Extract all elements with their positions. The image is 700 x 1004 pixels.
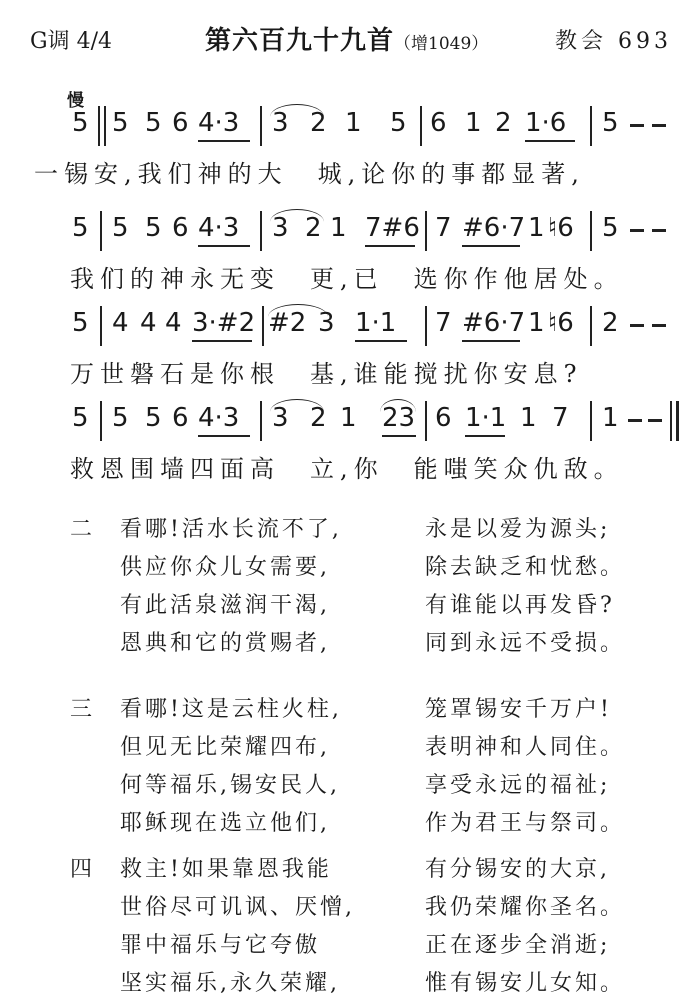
lyrics-line: 一锡安,我们神的大 城,论你的事都显著, — [34, 160, 585, 188]
barline — [590, 106, 592, 146]
barline — [590, 211, 592, 251]
notation-line — [0, 300, 700, 354]
note: 5 — [72, 308, 89, 338]
note: 6 — [430, 108, 447, 138]
note: 1 — [520, 403, 537, 433]
verse-line-left: 世俗尽可讥讽、厌憎, — [120, 895, 355, 920]
score-system-4 — [0, 395, 700, 489]
note: 5 — [145, 108, 162, 138]
note: 7 — [435, 213, 452, 243]
note: 5 — [72, 213, 89, 243]
note: 2 — [602, 308, 619, 338]
barline — [98, 106, 100, 146]
underline — [525, 140, 575, 142]
note: 6 — [172, 213, 189, 243]
note: 3·#2 — [192, 308, 256, 338]
note: 4 — [112, 308, 129, 338]
dash — [652, 229, 666, 232]
verse-line-right: 同到永远不受损。 — [425, 631, 626, 656]
note: 5 — [602, 108, 619, 138]
verse-line-left: 看哪!活水长流不了, — [120, 517, 342, 542]
note: 5 — [112, 213, 129, 243]
note: 5 — [145, 213, 162, 243]
key-signature: G调 4/4 — [30, 29, 112, 54]
note: 2 — [310, 108, 327, 138]
verse-line-right: 除去缺乏和忧愁。 — [425, 555, 626, 580]
note: 5 — [112, 108, 129, 138]
note: #6·7 — [462, 308, 526, 338]
barline — [425, 211, 427, 251]
underline — [382, 435, 416, 437]
note: 7 — [552, 403, 569, 433]
verse-line-left: 耶稣现在选立他们, — [120, 811, 330, 836]
verse-line-right: 作为君王与祭司。 — [425, 811, 626, 836]
verse-number: 四 — [70, 857, 93, 882]
verse-line-right: 有分锡安的大京, — [425, 857, 610, 882]
notation-line — [0, 395, 700, 449]
note: 5 — [112, 403, 129, 433]
hymn-number: 第六百九十九首 — [205, 26, 395, 56]
final-barline — [676, 401, 679, 441]
note: 1 — [340, 403, 357, 433]
verse-line-left: 坚实福乐,永久荣耀, — [120, 971, 340, 996]
note: 1·1 — [355, 308, 397, 338]
verse-number: 三 — [70, 697, 93, 722]
verse-line-right: 永是以爱为源头; — [425, 517, 611, 542]
underline — [462, 245, 520, 247]
note: 6 — [172, 108, 189, 138]
verse-line-left: 救主!如果靠恩我能 — [120, 857, 332, 882]
note: 3 — [272, 213, 289, 243]
barline — [100, 211, 102, 251]
verse-line-right: 表明神和人同住。 — [425, 735, 626, 760]
dash — [648, 419, 662, 422]
note: 1 — [345, 108, 362, 138]
note: 4·3 — [198, 108, 240, 138]
lyrics-line: 救恩围墙四面高 立,你 能嗤笑众仇敌。 — [70, 455, 624, 483]
note: ♮6 — [548, 213, 574, 243]
barline — [590, 401, 592, 441]
note: 3 — [318, 308, 335, 338]
verse-line-right: 笼罩锡安千万户! — [425, 697, 612, 722]
barline — [100, 401, 102, 441]
note: 3 — [272, 403, 289, 433]
note: 1 — [465, 108, 482, 138]
underline — [198, 140, 250, 142]
note: 5 — [145, 403, 162, 433]
verse-line-left: 罪中福乐与它夸傲 — [120, 933, 321, 958]
dash — [652, 324, 666, 327]
verse-line-right: 享受永远的福祉; — [425, 773, 611, 798]
verse-line-left: 有此活泉滋润干渴, — [120, 593, 330, 618]
note: 7 — [435, 308, 452, 338]
lyrics-line: 万世磐石是你根 基,谁能搅扰你安息? — [70, 360, 583, 388]
barline — [260, 106, 262, 146]
verse-3 — [0, 692, 700, 844]
lyrics-line: 我们的神永无变 更,已 选你作他居处。 — [70, 265, 624, 293]
notation-line — [0, 205, 700, 259]
final-barline — [670, 401, 672, 441]
dash — [630, 124, 644, 127]
dash — [630, 229, 644, 232]
barline — [590, 306, 592, 346]
supplement-number: （增1049） — [394, 34, 489, 54]
verse-line-left: 恩典和它的赏赐者, — [120, 631, 330, 656]
note: 1 — [330, 213, 347, 243]
verse-line-right: 正在逐步全消逝; — [425, 933, 611, 958]
note: #6·7 — [462, 213, 526, 243]
note: 3 — [272, 108, 289, 138]
note: 5 — [72, 108, 89, 138]
underline — [465, 435, 505, 437]
verse-line-left: 但见无比荣耀四布, — [120, 735, 330, 760]
note: 5 — [72, 403, 89, 433]
verse-line-right: 惟有锡安儿女知。 — [425, 971, 626, 996]
barline — [420, 106, 422, 146]
underline — [198, 435, 250, 437]
underline — [198, 245, 250, 247]
verse-4 — [0, 852, 700, 1004]
underline — [355, 340, 407, 342]
dash — [628, 419, 642, 422]
note: 1 — [528, 308, 545, 338]
note: 1·1 — [465, 403, 507, 433]
verse-line-left: 何等福乐,锡安民人, — [120, 773, 340, 798]
note: 2 — [310, 403, 327, 433]
note: 5 — [602, 213, 619, 243]
underline — [462, 340, 520, 342]
barline — [260, 211, 262, 251]
note: #2 — [268, 308, 307, 338]
barline — [104, 106, 106, 146]
barline — [425, 401, 427, 441]
verse-number: 二 — [70, 517, 93, 542]
dash — [652, 124, 666, 127]
underline — [365, 245, 415, 247]
note: 4·3 — [198, 213, 240, 243]
note: 23 — [382, 403, 416, 433]
score-system-1 — [0, 100, 700, 194]
underline — [192, 340, 252, 342]
note: 6 — [172, 403, 189, 433]
verse-line-right: 我仍荣耀你圣名。 — [425, 895, 626, 920]
score-system-3 — [0, 300, 700, 394]
verse-2 — [0, 512, 700, 664]
hymn-title — [205, 20, 488, 57]
score-system-2 — [0, 205, 700, 299]
verse-line-left: 看哪!这是云柱火柱, — [120, 697, 342, 722]
source-reference: 教会 693 — [555, 29, 672, 54]
note: 4·3 — [198, 403, 240, 433]
note: 4 — [165, 308, 182, 338]
barline — [425, 306, 427, 346]
page-header — [0, 18, 700, 58]
note: 1 — [528, 213, 545, 243]
notation-line — [0, 100, 700, 154]
note: 6 — [435, 403, 452, 433]
barline — [262, 306, 264, 346]
verse-line-left: 供应你众儿女需要, — [120, 555, 330, 580]
verse-line-right: 有谁能以再发昏? — [425, 593, 615, 618]
dash — [630, 324, 644, 327]
note: 7#6 — [365, 213, 420, 243]
note: 5 — [390, 108, 407, 138]
note: 4 — [140, 308, 157, 338]
tempo-marking: 慢 — [67, 91, 84, 111]
note: 1·6 — [525, 108, 567, 138]
note: 1 — [602, 403, 619, 433]
note: ♮6 — [548, 308, 574, 338]
barline — [260, 401, 262, 441]
barline — [100, 306, 102, 346]
note: 2 — [305, 213, 322, 243]
note: 2 — [495, 108, 512, 138]
